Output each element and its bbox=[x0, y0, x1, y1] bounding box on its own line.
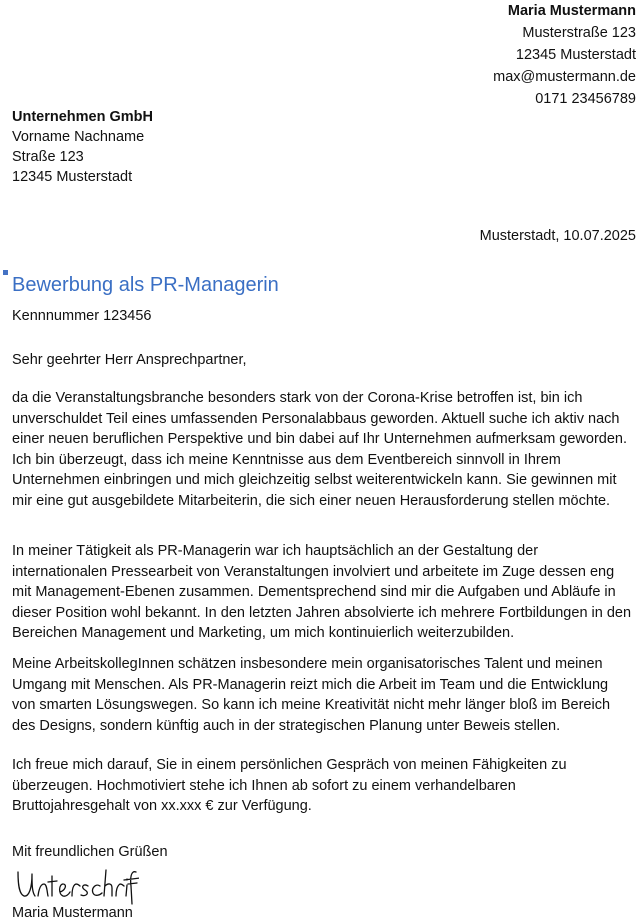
body-paragraph-2: In meiner Tätigkeit als PR-Managerin war ich hauptsächlich an der Gestaltung der internationalen Pressearbeit von Veranstaltungen involviert und arbeitete im Zuge dessen eng mit Management-Ebenen zusammen. Dementsprechend sind mir die Aufgaben und Abläufe in dieser Position wohl bekannt. In den letzten Jahren absolvierte ich mehrere Fortbildungen in den Bereichen Management und Marketing, um mich kontinuierlich weiterzubilden. bbox=[12, 543, 632, 641]
handwritten-signature bbox=[14, 866, 139, 906]
body-paragraph-3: Meine ArbeitskollegInnen schätzen insbesondere mein organisatorisches Talent und meinen Umgang mit Menschen. Als PR-Managerin reizt mich die Arbeit im Team und die Entwicklung von smarten Lösungswegen. So kann ich meine Kreativität nicht mehr länger bloß im Bereich des Designs, sondern künftig auch in der strategischen Planung unter Beweis stellen. bbox=[12, 656, 611, 734]
closing-phrase: Mit freundlichen Grüßen bbox=[12, 844, 168, 860]
sender-street: Musterstraße 123 bbox=[522, 25, 636, 41]
recipient-street: Straße 123 bbox=[12, 149, 84, 165]
body-paragraph-1: da die Veranstaltungsbranche besonders stark von der Corona-Krise betroffen ist, bin ich unverschuldet Teil eines umfassenden Personalabbaus geworden. Aktuell suche ich aktiv nach einer neuen beruflichen Perspektive und bin dabei auf Ihr Unternehmen aufmerksam geworden. Ich bin überzeugt, dass ich meine Kenntnisse aus dem Eventbereich sinnvoll in Ihrem Unternehmen einbringen und mich gleichzeitig selbst weiterentwickeln kann. Sie gewinnen mit mir eine gut ausgebildete Mitarbeiterin, die sich einer neuen Herausforderung stellen möchte. bbox=[12, 390, 628, 509]
sender-city: 12345 Musterstadt bbox=[515, 47, 636, 63]
sender-phone: 0171 23456789 bbox=[535, 91, 636, 107]
letter-date: Musterstadt, 10.07.2025 bbox=[479, 228, 636, 244]
reference-number: Kennnummer 123456 bbox=[12, 308, 152, 324]
recipient-city: 12345 Musterstadt bbox=[12, 169, 133, 185]
heading-marker bbox=[3, 270, 8, 275]
salutation: Sehr geehrter Herr Ansprechpartner, bbox=[12, 352, 247, 368]
sender-name: Maria Mustermann bbox=[507, 3, 636, 19]
recipient-address-block bbox=[12, 107, 153, 187]
signer-name: Maria Mustermann bbox=[12, 905, 133, 921]
body-paragraph-4: Ich freue mich darauf, Sie in einem persönlichen Gespräch von meinen Fähigkeiten zu überzeugen. Hochmotiviert stehe ich Ihnen ab sofort zu einem verhandelbaren Bruttojahresgehalt von xx.xxx € zur Verfügung. bbox=[12, 757, 567, 814]
letter-subject: Bewerbung als PR-Managerin bbox=[12, 274, 279, 296]
sender-email: max@mustermann.de bbox=[493, 69, 636, 85]
recipient-company: Unternehmen GmbH bbox=[12, 109, 153, 125]
sender-address-block bbox=[493, 0, 636, 110]
recipient-contact: Vorname Nachname bbox=[12, 129, 145, 145]
